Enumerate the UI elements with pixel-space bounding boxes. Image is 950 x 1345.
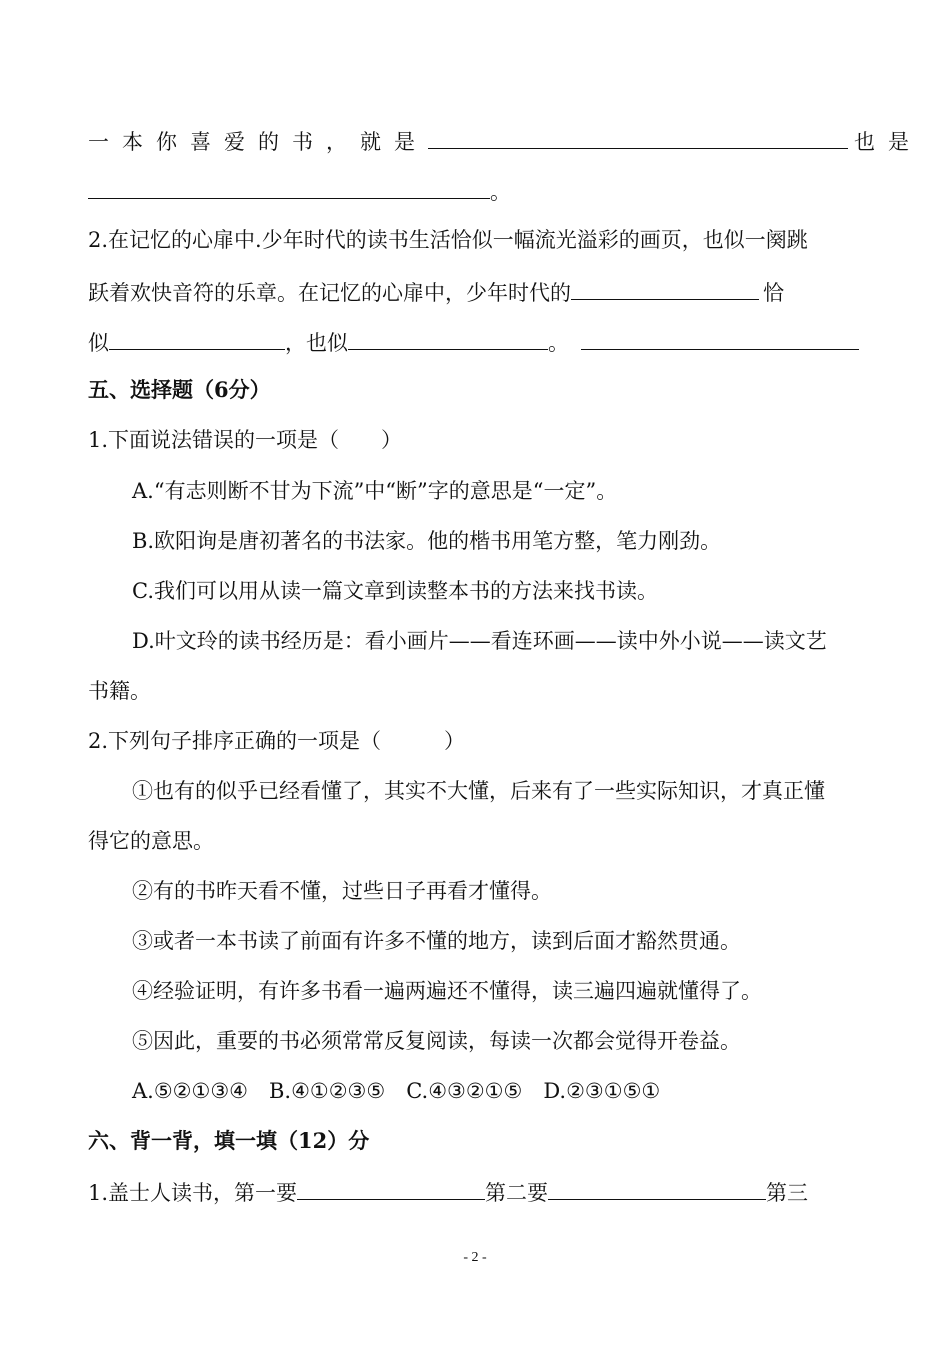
q1-text-start: 一本你喜爱的书，就是 [88, 130, 428, 154]
q1-text-end: 。 [490, 180, 511, 204]
q2-text: 跃着欢快音符的乐章。在记忆的心扉中，少年时代的 [88, 281, 571, 305]
answer-blank[interactable] [109, 327, 285, 350]
answer-blank[interactable] [571, 277, 759, 300]
s5-q1-option-d-cont: 书籍。 [88, 679, 151, 703]
answer-blank[interactable] [348, 327, 548, 350]
s5-q2-sentence-1: ①也有的似乎已经看懂了，其实不大懂，后来有了一些实际知识，才真正懂 [132, 779, 825, 803]
s5-q2-sentence-5: ⑤因此，重要的书必须常常反复阅读，每读一次都会觉得开卷益。 [132, 1029, 741, 1053]
q2-text-period: 。 [548, 331, 569, 355]
s6-q1 [88, 1177, 808, 1207]
fill-line-2 [88, 176, 511, 206]
s6-q1-text-a: 1.盖士人读书，第一要 [88, 1181, 298, 1205]
s5-q2-sentence-4: ④经验证明，有许多书看一遍两遍还不懂得，读三遍四遍就懂得了。 [132, 979, 762, 1003]
answer-blank[interactable] [297, 1177, 485, 1200]
fill-line-1 [88, 126, 922, 156]
section6-heading: 六、背一背，填一填（12）分 [88, 1128, 370, 1153]
s5-q2-sentence-2: ②有的书昨天看不懂，过些日子再看才懂得。 [132, 879, 552, 903]
s5-q1-option-d: D.叶文玲的读书经历是：看小画片——看连环画——读中外小说——读文艺 [132, 629, 827, 653]
s6-q1-text-b: 第二要 [485, 1181, 549, 1205]
s5-q1-option-c: C.我们可以用从读一篇文章到读整本书的方法来找书读。 [132, 579, 658, 603]
s5-q1-stem: 1.下面说法错误的一项是（ ） [88, 428, 403, 452]
s5-q1-option-a: A.“有志则断不甘为下流”中“断”字的意思是“一定”。 [132, 479, 618, 503]
q1-text-mid: 也是 [854, 130, 922, 154]
page-number: - 2 - [463, 1250, 487, 1265]
q2-text-qia: 恰 [763, 281, 784, 305]
answer-blank[interactable] [548, 1177, 766, 1200]
s5-q2-sentence-1-cont: 得它的意思。 [88, 829, 214, 853]
q2-text-line1: 2.在记忆的心扉中.少年时代的读书生活恰似一幅流光溢彩的画页，也似一阕跳 [88, 228, 808, 252]
q2-text-line3 [88, 327, 859, 357]
s5-q2-sentence-3: ③或者一本书读了前面有许多不懂的地方，读到后面才豁然贯通。 [132, 929, 741, 953]
q2-text-yesi: ，也似 [285, 331, 348, 355]
q2-text-si: 似 [88, 331, 109, 355]
answer-blank[interactable] [428, 126, 848, 149]
answer-blank[interactable] [88, 176, 490, 199]
s5-q2-stem: 2.下列句子排序正确的一项是（ ） [88, 729, 466, 753]
s6-q1-text-c: 第三 [766, 1181, 809, 1205]
section5-heading: 五、选择题（6分） [88, 377, 271, 402]
answer-blank[interactable] [581, 327, 859, 350]
s5-q2-choices: A.⑤②①③④ B.④①②③⑤ C.④③②①⑤ D.②③①⑤① [132, 1079, 661, 1103]
q2-text-line2 [88, 277, 784, 307]
s5-q1-option-b: B.欧阳询是唐初著名的书法家。他的楷书用笔方整，笔力刚劲。 [132, 529, 722, 553]
